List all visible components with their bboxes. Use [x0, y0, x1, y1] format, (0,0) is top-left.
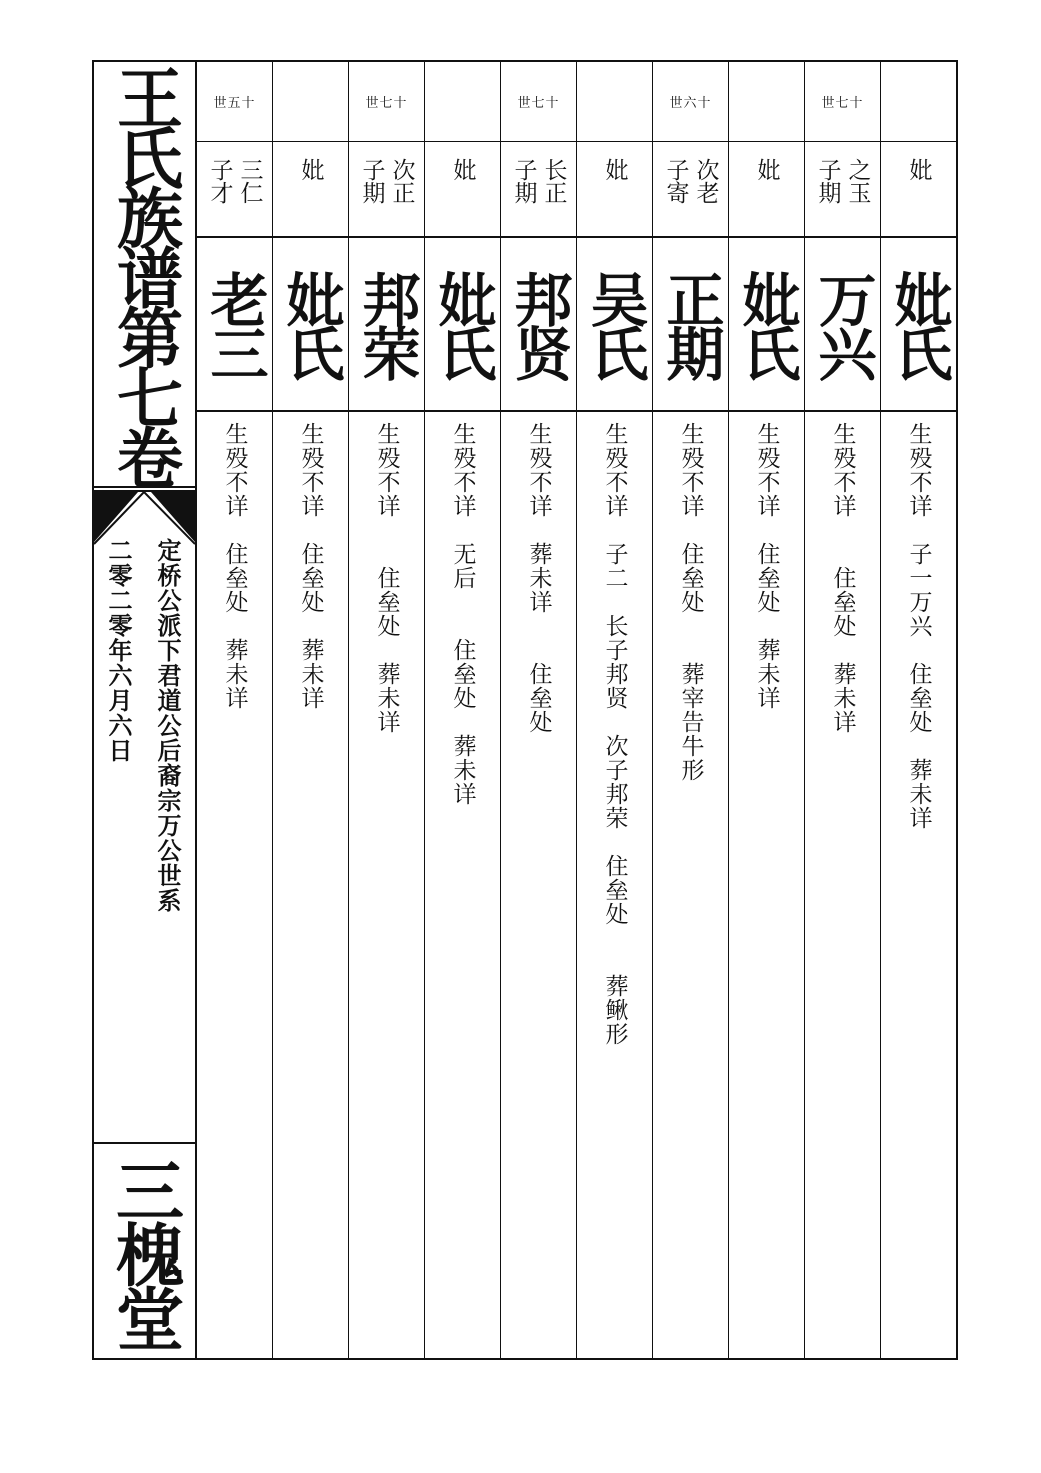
relation-text: 长正 子期 — [510, 158, 567, 204]
genealogy-columns — [197, 62, 956, 1358]
person-column — [577, 62, 653, 1358]
relation-text: 之玉 子期 — [814, 158, 871, 204]
notes-cell — [197, 422, 272, 1352]
person-name: 邦荣 — [352, 270, 421, 378]
relation-cell — [653, 142, 728, 238]
relation-cell — [805, 142, 880, 238]
person-column — [881, 62, 956, 1358]
person-notes: 生殁不详 住垒处 葬未详 — [373, 422, 400, 734]
generation-cell: 世六十 — [653, 62, 728, 142]
person-column — [273, 62, 349, 1358]
relation-cell — [349, 142, 424, 238]
hall-name-box — [94, 1142, 195, 1360]
person-name: 妣氏 — [884, 270, 953, 378]
person-notes: 生殁不详 子一万兴 住垒处 葬未详 — [905, 422, 932, 830]
person-notes: 生殁不详 子二 长子邦贤 次子邦荣 住垒处 葬鳅形 — [601, 422, 628, 1046]
notes-cell — [729, 422, 804, 1352]
book-title — [94, 62, 195, 486]
book-title-text: 王氏族谱第七卷 — [105, 64, 184, 484]
person-column — [197, 62, 273, 1358]
relation-text: 妣 — [601, 158, 628, 181]
person-column — [729, 62, 805, 1358]
title-panel — [94, 62, 197, 1358]
person-notes: 生殁不详 住垒处 葬未详 — [297, 422, 324, 710]
name-cell — [881, 238, 956, 412]
compile-date: 二零二零年六月六日 — [104, 538, 133, 763]
person-name: 万兴 — [808, 270, 877, 378]
name-cell — [805, 238, 880, 412]
relation-cell — [501, 142, 576, 238]
relation-text: 妣 — [449, 158, 476, 181]
generation-cell — [273, 62, 348, 142]
hall-name: 三槐堂 — [104, 1156, 185, 1348]
person-notes: 生殁不详 葬未详 住垒处 — [525, 422, 552, 734]
relation-text: 三仁 子才 — [206, 158, 263, 204]
person-column — [653, 62, 729, 1358]
person-notes: 生殁不详 住垒处 葬未详 — [221, 422, 248, 710]
name-cell — [501, 238, 576, 412]
generation-cell — [577, 62, 652, 142]
generation-cell: 世七十 — [349, 62, 424, 142]
person-name: 邦贤 — [504, 270, 573, 378]
relation-text: 妣 — [905, 158, 932, 181]
notes-cell — [349, 422, 424, 1352]
person-notes: 生殁不详 住垒处 葬宰告牛形 — [677, 422, 704, 782]
relation-text: 妣 — [753, 158, 780, 181]
relation-cell — [881, 142, 956, 238]
person-name: 妣氏 — [732, 270, 801, 378]
relation-cell — [577, 142, 652, 238]
relation-text: 次正 子期 — [358, 158, 415, 204]
person-notes: 生殁不详 住垒处 葬未详 — [753, 422, 780, 710]
generation-cell: 世五十 — [197, 62, 272, 142]
name-cell — [729, 238, 804, 412]
notes-cell — [805, 422, 880, 1352]
name-cell — [273, 238, 348, 412]
notes-cell — [273, 422, 348, 1352]
genealogy-page-frame — [92, 60, 958, 1360]
notes-cell — [425, 422, 500, 1352]
name-cell — [653, 238, 728, 412]
relation-text: 妣 — [297, 158, 324, 181]
person-notes: 生殁不详 无后 住垒处 葬未详 — [449, 422, 476, 806]
person-name: 妣氏 — [276, 270, 345, 378]
person-column — [425, 62, 501, 1358]
notes-cell — [501, 422, 576, 1352]
person-name: 正期 — [656, 270, 725, 378]
name-cell — [349, 238, 424, 412]
generation-cell — [881, 62, 956, 142]
relation-text: 次老 子寄 — [662, 158, 719, 204]
person-column — [501, 62, 577, 1358]
name-cell — [577, 238, 652, 412]
relation-cell — [273, 142, 348, 238]
person-name: 吴氏 — [580, 270, 649, 378]
person-column — [349, 62, 425, 1358]
notes-cell — [653, 422, 728, 1352]
notes-cell — [881, 422, 956, 1352]
name-cell — [425, 238, 500, 412]
lineage-subtitle: 定桥公派下君道公后裔宗万公世系 — [153, 538, 182, 913]
person-name: 老三 — [200, 270, 269, 378]
relation-cell — [425, 142, 500, 238]
name-cell — [197, 238, 272, 412]
person-column — [805, 62, 881, 1358]
generation-cell: 世七十 — [501, 62, 576, 142]
relation-cell — [197, 142, 272, 238]
person-notes: 生殁不详 住垒处 葬未详 — [829, 422, 856, 734]
generation-cell — [425, 62, 500, 142]
notes-cell — [577, 422, 652, 1352]
generation-cell: 世七十 — [805, 62, 880, 142]
relation-cell — [729, 142, 804, 238]
generation-cell — [729, 62, 804, 142]
person-name: 妣氏 — [428, 270, 497, 378]
